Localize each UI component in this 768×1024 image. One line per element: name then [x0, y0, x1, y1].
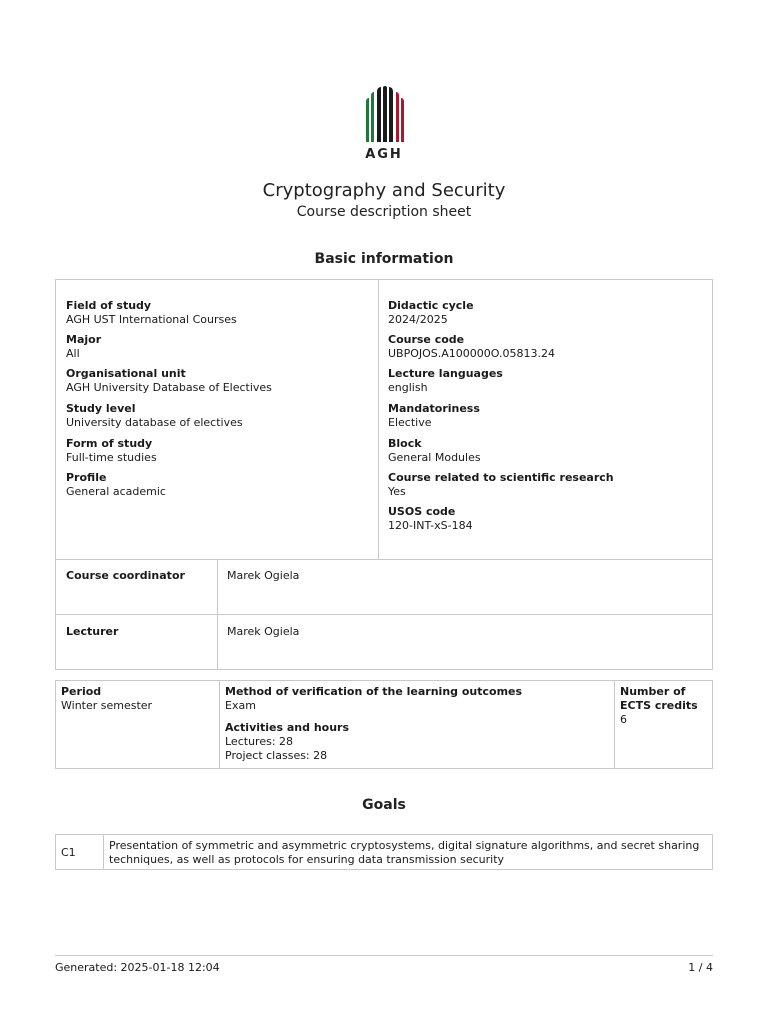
method-value: Exam: [225, 699, 256, 712]
ects-label: ECTS credits: [620, 699, 698, 712]
field-value: UBPOJOS.A100000O.05813.24: [388, 347, 555, 360]
course-title: Cryptography and Security: [262, 180, 506, 201]
agh-logo-text: AGH: [365, 147, 403, 162]
row-divider: [56, 614, 712, 615]
basic-information-table: [55, 279, 713, 670]
column-divider: [103, 835, 104, 869]
ects-cell: [620, 685, 698, 727]
row-divider: [56, 559, 712, 560]
ects-value: 6: [620, 713, 627, 726]
footer-divider: [55, 955, 713, 956]
profile: [66, 471, 166, 499]
field-label: Course code: [388, 333, 465, 346]
field-value: All: [66, 347, 80, 360]
mandatoriness: [388, 402, 480, 430]
activity-item: Lectures: 28: [225, 735, 294, 748]
course-coordinator-value: Marek Ogiela: [227, 569, 300, 582]
usos-code: [388, 505, 473, 533]
major: [66, 333, 101, 361]
column-divider: [217, 559, 218, 669]
page-number: 1 / 4: [688, 961, 713, 974]
agh-logo-emblem: [364, 86, 406, 142]
lecturer-value: Marek Ogiela: [227, 625, 300, 638]
column-divider: [614, 681, 615, 768]
study-level: [66, 402, 243, 430]
agh-logo: [360, 86, 408, 164]
period-value: Winter semester: [61, 699, 153, 712]
lecturer-label: Lecturer: [66, 625, 119, 638]
form-of-study: [66, 437, 157, 465]
field-value: 120-INT-xS-184: [388, 519, 473, 532]
goals-table: [55, 834, 713, 870]
field-label: Field of study: [66, 299, 152, 312]
field-value: General Modules: [388, 451, 481, 464]
period-label: Period: [61, 685, 102, 698]
goal-code: C1: [61, 846, 76, 859]
goal-text-line: Presentation of symmetric and asymmetric cryptosystems, digital signature algorithms, and secret sharing: [109, 839, 700, 852]
field-value: Elective: [388, 416, 432, 429]
field-label: Mandatoriness: [388, 402, 480, 415]
field-value: Full-time studies: [66, 451, 157, 464]
activity-item: Project classes: 28: [225, 749, 328, 762]
course-code: [388, 333, 555, 361]
goal-text-line: techniques, as well as protocols for ensuring data transmission security: [109, 853, 505, 866]
field-value: Yes: [388, 485, 406, 498]
field-of-study: [66, 299, 237, 327]
period-table: [55, 680, 713, 769]
block: [388, 437, 481, 465]
field-label: Form of study: [66, 437, 153, 450]
field-value: english: [388, 381, 428, 394]
lecture-languages: [388, 367, 503, 395]
field-label: Profile: [66, 471, 107, 484]
course-subtitle: Course description sheet: [296, 204, 472, 220]
field-label: USOS code: [388, 505, 456, 518]
column-divider: [378, 280, 379, 559]
goals-heading: Goals: [362, 797, 406, 813]
activities-label: Activities and hours: [225, 721, 350, 734]
field-label: Lecture languages: [388, 367, 503, 380]
didactic-cycle: [388, 299, 474, 327]
course-coordinator-label: Course coordinator: [66, 569, 185, 582]
field-value: AGH UST International Courses: [66, 313, 237, 326]
method-label: Method of verification of the learning outcomes: [225, 685, 523, 698]
goal-description: [109, 839, 699, 867]
period-cell: [61, 685, 152, 713]
field-label: Didactic cycle: [388, 299, 474, 312]
field-value: General academic: [66, 485, 166, 498]
field-value: University database of electives: [66, 416, 243, 429]
scientific-research: [388, 471, 614, 499]
field-label: Major: [66, 333, 102, 346]
field-label: Course related to scientific research: [388, 471, 614, 484]
field-label: Study level: [66, 402, 136, 415]
field-label: Organisational unit: [66, 367, 186, 380]
column-divider: [219, 681, 220, 768]
generated-timestamp: Generated: 2025-01-18 12:04: [55, 961, 220, 974]
organisational-unit: [66, 367, 272, 395]
method-cell: [225, 685, 522, 763]
field-label: Block: [388, 437, 422, 450]
field-value: 2024/2025: [388, 313, 448, 326]
basic-information-heading: Basic information: [314, 251, 454, 267]
field-value: AGH University Database of Electives: [66, 381, 272, 394]
ects-label: Number of: [620, 685, 686, 698]
